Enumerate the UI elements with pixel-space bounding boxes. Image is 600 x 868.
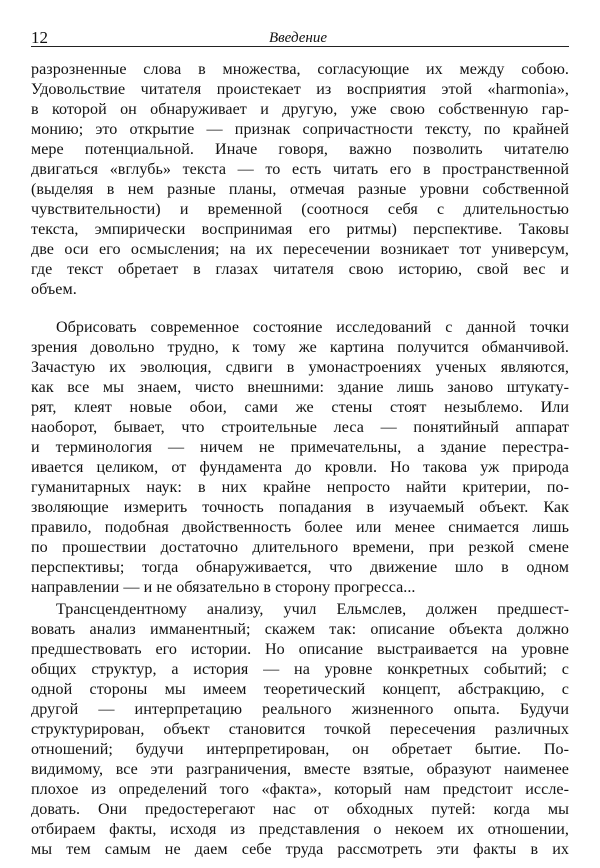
text-line: правило, подобная двойственность более или менее снимается лишь bbox=[31, 519, 569, 536]
text-line: разрозненные слова в множества, согласующие их между собою. bbox=[31, 61, 569, 78]
text-line: наоборот, бывает, что строительные леса — понятийный аппарат bbox=[31, 419, 569, 436]
text-line: направлении — и не обязательно в сторону прогресса... bbox=[31, 579, 416, 596]
text-line: две оси его осмысления; на их пересечении возникает тот универсум, bbox=[31, 241, 569, 258]
text-line: общих структур, а история — на уровне конкретных событий; с bbox=[31, 661, 569, 678]
text-line: рят, клеят новые обои, сами же стены стоят незыблемо. Или bbox=[31, 399, 569, 416]
page-number: 12 bbox=[31, 28, 48, 47]
text-line: зволяющие измерить точность попадания в изучаемый объект. Как bbox=[31, 499, 569, 516]
text-line: Обрисовать современное состояние исследований с данной точки bbox=[56, 319, 569, 336]
text-line: отбираем факты, исходя из представления о некоем их отношении, bbox=[31, 821, 569, 838]
text-line: в которой он обнаруживает и другую, уже свою собственную гар- bbox=[31, 101, 569, 118]
text-line: одной стороны мы имеем теоретический концепт, абстракцию, с bbox=[31, 681, 569, 698]
text-line: и терминология — ничем не примечательны, а здание перестра- bbox=[31, 439, 569, 456]
text-line: видимому, все эти разграничения, вместе взятые, образуют наименее bbox=[31, 761, 569, 778]
text-line: перспективы; тогда обнаруживается, что движение шло в одном bbox=[31, 559, 569, 576]
text-line: чувствительности) и временной (соотнося себя с длительностью bbox=[31, 201, 569, 218]
text-line: где текст обретает в глазах читателя свою историю, свой вес и bbox=[31, 261, 569, 278]
text-line: вовать анализ имманентный; скажем так: описание объекта должно bbox=[31, 621, 569, 638]
text-line: мы тем самым не даем себе труда рассмотреть эти факты в их bbox=[31, 841, 569, 858]
text-line: зрения довольно трудно, к тому же картина получится обманчивой. bbox=[31, 339, 569, 356]
text-line: мере потенциальной. Иначе говоря, важно позволить читателю bbox=[31, 141, 569, 158]
text-line: довать. Они предостерегают нас от обходных путей: когда мы bbox=[31, 801, 569, 818]
text-line: предшествовать его истории. Но описание выстраивается на уровне bbox=[31, 641, 569, 658]
running-title: Введение bbox=[269, 30, 327, 46]
text-line: объем. bbox=[31, 281, 77, 298]
text-line: двигаться «вглубь» текста — то есть читать его в пространственной bbox=[31, 161, 569, 178]
text-line: структурирован, объект становится точкой пересечения различных bbox=[31, 721, 569, 738]
text-line: текста, эмпирически воспринимая его ритмы) перспективе. Таковы bbox=[31, 221, 569, 238]
text-line: ивается целиком, от фундамента до кровли. Но такова уж природа bbox=[31, 459, 569, 476]
page-header bbox=[31, 26, 569, 48]
text-line: гуманитарных наук: в них крайне непросто найти критерии, по- bbox=[31, 479, 569, 496]
header-rule bbox=[31, 46, 569, 47]
text-line: Трансцендентному анализу, учил Ельмслев, должен предшест- bbox=[56, 601, 569, 618]
text-line: (выделяя в нем разные планы, отмечая разные уровни собственной bbox=[31, 181, 569, 198]
text-line: монию; это открытие — признак сопричастности тексту, по крайней bbox=[31, 121, 569, 138]
text-line: другой — интерпретацию реального жизненного опыта. Будучи bbox=[31, 701, 569, 718]
text-line: как все мы знаем, чисто внешними: здание лишь заново штукату- bbox=[31, 379, 569, 396]
text-line: по прошествии достаточно длительного времени, при резкой смене bbox=[31, 539, 569, 556]
text-line: отношений; будучи интерпретирован, он обретает бытие. По- bbox=[31, 741, 569, 758]
text-line: Зачастую их эволюция, сдвиги в умонастроениях ученых являются, bbox=[31, 359, 569, 376]
text-line: плохое из определений того «факта», который нам предстоит иссле- bbox=[31, 781, 569, 798]
text-line: Удовольствие читателя проистекает из восприятия этой «harmonia», bbox=[31, 81, 569, 98]
